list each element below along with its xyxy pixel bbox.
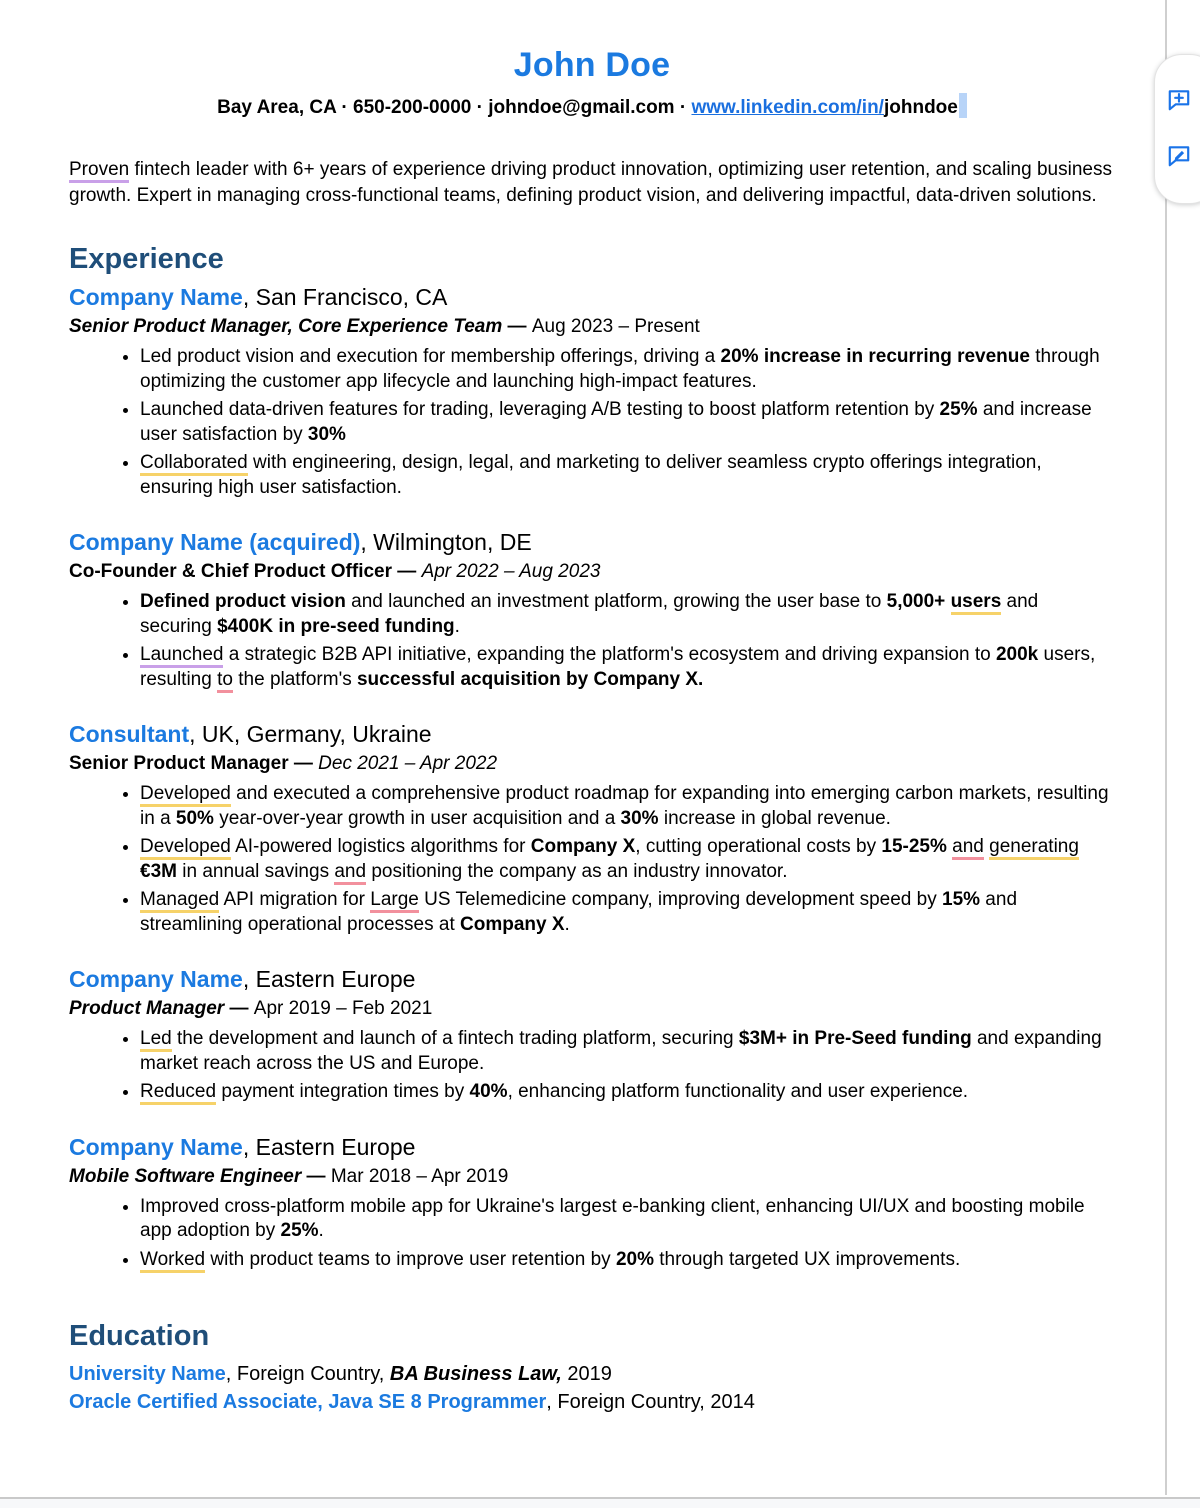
role-line <box>69 1166 1115 1188</box>
text-run: , Eastern Europe <box>242 966 416 992</box>
text-run: AI-powered logistics algorithms for <box>230 836 531 857</box>
text-run: Developed <box>140 783 231 807</box>
text-run: year-over-year growth in user acquisition and a <box>213 807 621 829</box>
text-run: through targeted UX improvements. <box>653 1248 961 1270</box>
bullet-item <box>140 643 1115 692</box>
text-run: Managed <box>140 889 219 913</box>
text-run: , Foreign Country, <box>225 1363 390 1385</box>
bullet-item <box>140 590 1115 639</box>
text-run: Mar 2018 – Apr 2019 <box>330 1165 509 1187</box>
text-run: Mobile Software Engineer <box>69 1165 302 1187</box>
text-run: — <box>392 561 422 582</box>
text-run: $3M+ in Pre-Seed funding <box>738 1028 972 1049</box>
education-line <box>69 1389 1115 1416</box>
text-run: with product teams to improve user retention by <box>205 1248 616 1270</box>
text-run: Apr 2022 – Aug 2023 <box>421 561 601 582</box>
text-run: Proven <box>69 159 129 183</box>
experience-entry <box>69 1134 1115 1273</box>
text-run: and executed a comprehensive product roadmap for expanding into emerging carbon markets, resulting in a <box>140 783 1109 829</box>
experience-entries <box>69 284 1115 1272</box>
text-run: successful acquisition by Company X. <box>356 668 704 690</box>
text-run: through optimizing the customer app lifecycle and launching high-impact features. <box>140 346 1100 392</box>
text-run: Large <box>370 889 419 913</box>
text-run: Apr 2019 – Feb 2021 <box>253 998 433 1019</box>
text-run: 200k <box>995 644 1039 665</box>
text-run: and <box>334 861 366 885</box>
text-run: , Wilmington, DE <box>360 529 532 555</box>
page-bottom-edge <box>0 1497 1200 1508</box>
text-run: , Eastern Europe <box>242 1133 416 1160</box>
summary-paragraph <box>69 157 1115 209</box>
text-run: 25% <box>939 399 978 420</box>
text-run: Oracle Certified Associate, Java SE 8 Programmer <box>69 1391 547 1413</box>
text-run: , Foreign Country, 2014 <box>546 1391 755 1413</box>
text-run: Company Name (acquired) <box>69 529 361 555</box>
text-run: 50% <box>175 807 214 829</box>
text-run: and launched an investment platform, growing the user base to <box>345 591 887 612</box>
resume-name: John Doe <box>513 46 671 84</box>
text-run: €3M <box>140 860 177 882</box>
bullet-item <box>140 1027 1115 1076</box>
text-run: . <box>454 615 460 637</box>
text-run: Launched <box>140 644 223 668</box>
text-run: Company X <box>460 913 565 935</box>
text-run: Company Name <box>69 1133 243 1160</box>
company-line <box>69 529 1115 556</box>
text-run: 5,000+ <box>886 591 951 612</box>
text-run: — <box>288 753 319 774</box>
text-run: . <box>318 1220 324 1241</box>
text-run: to <box>217 669 233 693</box>
text-run: fintech leader with 6+ years of experience driving product innovation, optimizing user retention, and scaling business growth. Expert in managing cross-functional teams, defining product vision, and delivering impactful, data-driven solutions. <box>69 159 1112 206</box>
text-run: 25% <box>280 1220 319 1241</box>
text-run: 15% <box>942 889 981 910</box>
text-run: Senior Product Manager <box>69 753 289 774</box>
text-run: , cutting operational costs by <box>635 836 882 857</box>
bullet-item <box>140 1080 1115 1105</box>
text-run: increase in global revenue. <box>658 807 891 829</box>
text-run: and streamlining operational processes at <box>140 889 1018 935</box>
text-run: University Name <box>69 1363 226 1385</box>
text-run: Led product vision and execution for membership offerings, driving a <box>140 346 721 367</box>
text-run: 15-25% <box>881 836 947 857</box>
education-line <box>69 1361 1115 1388</box>
text-run: Consultant <box>69 721 190 747</box>
text-run: the development and launch of a fintech trading platform, securing <box>171 1028 739 1049</box>
section-heading-experience: Experience <box>69 243 224 275</box>
text-run: Senior Product Manager, Core Experience Team <box>69 316 503 337</box>
text-run: Worked <box>140 1249 205 1273</box>
experience-entry <box>69 721 1115 937</box>
company-line <box>69 721 1115 748</box>
bullet-item <box>140 782 1115 831</box>
text-run: a strategic B2B API initiative, expanding the platform's ecosystem and driving expansion to <box>223 644 996 665</box>
text-run: in annual savings <box>176 860 335 882</box>
text-run: and expanding market reach across the US and Europe. <box>140 1028 1102 1074</box>
text-run: $400K in pre-seed funding <box>217 615 455 637</box>
section-heading-education: Education <box>69 1320 210 1352</box>
bullet-item <box>140 1195 1115 1244</box>
text-run: Collaborated <box>140 452 248 476</box>
bullet-item <box>140 888 1115 937</box>
text-run: Product Manager <box>69 998 225 1019</box>
experience-entry <box>69 966 1115 1105</box>
text-run: users, resulting <box>140 644 1096 690</box>
text-run: generating <box>989 836 1079 860</box>
bullet-item <box>140 345 1115 394</box>
add-comment-icon <box>1166 87 1192 116</box>
role-line <box>69 998 1115 1020</box>
text-run: API migration for <box>219 889 371 910</box>
text-run: Company Name <box>69 966 243 992</box>
bullet-item <box>140 1248 1115 1273</box>
suggest-edits-icon <box>1166 143 1192 172</box>
bullet-list <box>69 1195 1115 1273</box>
experience-entry <box>69 529 1115 692</box>
text-run: BA Business Law, <box>389 1363 562 1385</box>
text-run: and <box>952 836 984 860</box>
text-run: Improved cross-platform mobile app for Ukraine's largest e-banking client, enhancing UI/UX and boosting mobile app adoption by <box>140 1195 1085 1241</box>
text-cursor-highlight <box>959 93 967 118</box>
text-run: 30% <box>307 423 346 445</box>
company-line <box>69 1134 1115 1161</box>
text-run: , San Francisco, CA <box>242 284 448 310</box>
company-line <box>69 284 1115 311</box>
text-run: Aug 2023 – Present <box>531 316 700 337</box>
text-run: 2019 <box>561 1363 612 1385</box>
suggest-edits-button[interactable] <box>1164 142 1194 172</box>
text-run: payment integration times by <box>216 1081 470 1102</box>
experience-entry <box>69 284 1115 500</box>
text-run: Developed <box>140 836 231 860</box>
text-run: with engineering, design, legal, and marketing to deliver seamless crypto offerings integration, ensuring high user satisfaction. <box>140 452 1042 498</box>
text-run: the platform's <box>232 668 357 690</box>
text-run: users <box>951 591 1002 615</box>
text-run: — <box>224 998 254 1019</box>
text-run: and increase user satisfaction by <box>140 399 1092 445</box>
role-line <box>69 316 1115 338</box>
docs-comment-widget <box>1154 54 1200 204</box>
company-line <box>69 966 1115 993</box>
text-run: Dec 2021 – Apr 2022 <box>318 753 498 774</box>
text-run: positioning the company as an industry innovator. <box>366 860 788 882</box>
linkedin-handle: johndoe <box>883 97 958 118</box>
text-run: US Telemedicine company, improving development speed by <box>418 889 942 910</box>
text-run: Company Name <box>69 284 243 310</box>
contact-text: Bay Area, CA · 650-200-0000 · johndoe@gmail.com · <box>217 97 692 118</box>
education-lines <box>69 1361 1115 1416</box>
text-run: , enhancing platform functionality and user experience. <box>507 1081 969 1102</box>
text-run: Launched data-driven features for trading, leveraging A/B testing to boost platform retention by <box>140 399 940 420</box>
bullet-list <box>69 1027 1115 1105</box>
bullet-item <box>140 398 1115 447</box>
bullet-list <box>69 782 1115 937</box>
role-line <box>69 753 1115 775</box>
bullet-list <box>69 590 1115 692</box>
text-run: Reduced <box>140 1081 216 1105</box>
bullet-list <box>69 345 1115 500</box>
text-run: — <box>502 316 532 337</box>
text-run: 20% <box>615 1248 654 1270</box>
bullet-item <box>140 835 1115 884</box>
text-run: Defined product vision <box>140 591 346 612</box>
contact-line <box>69 93 1115 119</box>
text-run: Co-Founder & Chief Product Officer <box>69 561 392 582</box>
text-run: 20% increase in recurring revenue <box>720 346 1030 367</box>
add-comment-button[interactable] <box>1164 86 1194 116</box>
text-run: 40% <box>469 1081 508 1102</box>
text-run: Company X <box>530 836 636 857</box>
text-run: , UK, Germany, Ukraine <box>189 721 432 747</box>
text-run: . <box>564 913 570 935</box>
text-run: — <box>301 1165 331 1187</box>
role-line <box>69 561 1115 583</box>
linkedin-link[interactable]: www.linkedin.com/in/ <box>691 97 884 118</box>
text-run: 30% <box>620 807 659 829</box>
text-run: Led <box>140 1028 172 1052</box>
bullet-item <box>140 451 1115 500</box>
text-run: and securing <box>140 591 1039 637</box>
